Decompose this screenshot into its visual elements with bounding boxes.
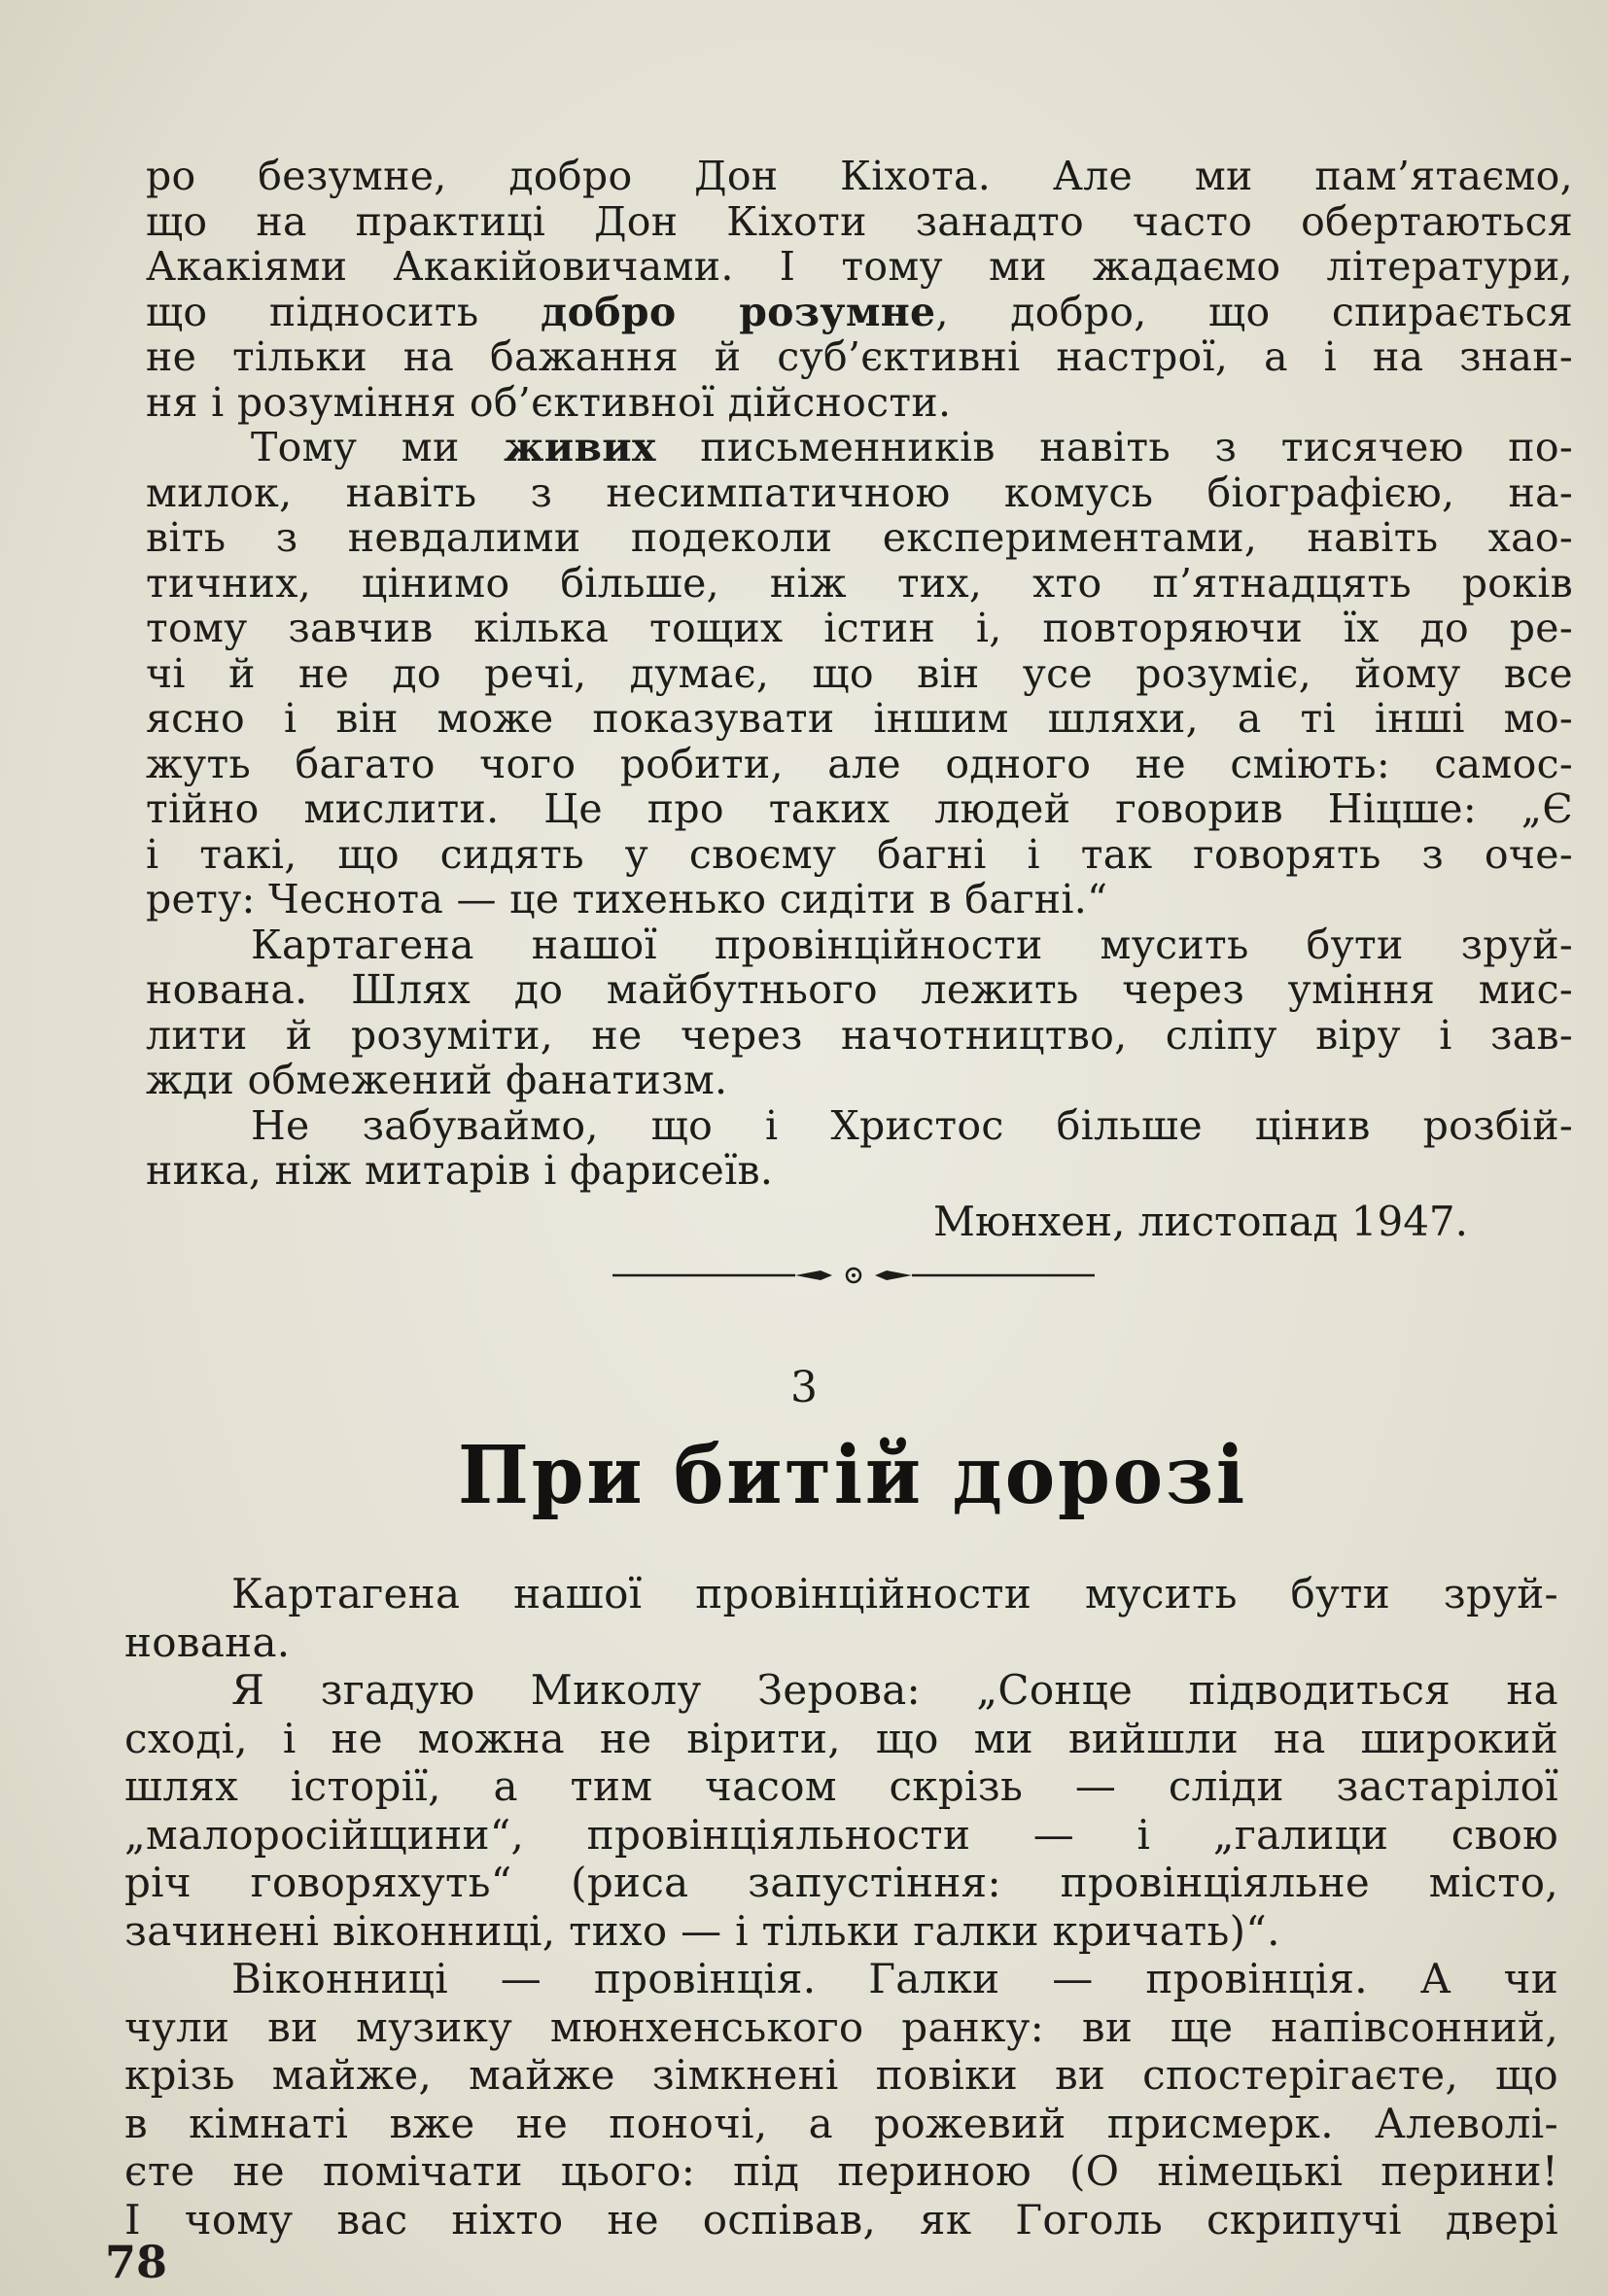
ornamental-divider xyxy=(612,1264,1095,1287)
text-line: не тільки на бажання й суб’єктивні настрої, а і на знан- xyxy=(146,333,1573,380)
text-line: Тому ми живих письменників навіть з тисячею по- xyxy=(251,424,1573,470)
text-line: Я згадую Миколу Зерова: „Сонце підводиться на xyxy=(231,1666,1558,1714)
place-date-signature: Мюнхен, листопад 1947. xyxy=(933,1198,1468,1245)
text-line: Картагена нашої провінційности мусить бути зруй- xyxy=(251,921,1573,968)
text-line: нована. Шлях до майбутнього лежить через уміння мис- xyxy=(146,966,1573,1013)
text-line: віть з невдалими подеколи експериментами, навіть хао- xyxy=(146,514,1573,561)
text-line: тичних, цінимо більше, ніж тих, хто п’ятнадцять років xyxy=(146,559,1573,607)
text-line: крізь майже, майже зімкнені повіки ви спостерігаєте, що xyxy=(124,2051,1558,2099)
text-line: Віконниці — провінція. Галки — провінція. А чи xyxy=(231,1955,1558,2002)
text-line: ника, ніж митарів і фарисеїв. xyxy=(146,1147,774,1194)
text-line: сході, і не можна не вірити, що ми вийшли на широкий xyxy=(124,1714,1558,1762)
text-line: в кімнаті вже не поночі, а рожевий присмерк. Алеволі- xyxy=(124,2099,1558,2147)
text-line: що підносить добро розумне, добро, що спирається xyxy=(146,288,1573,335)
text-line: чули ви музику мюнхенського ранку: ви ще напівсонний, xyxy=(124,2002,1558,2051)
section-body-text xyxy=(124,1570,1558,2244)
text-line: рету: Чеснота — це тихенько сидіти в багні.“ xyxy=(146,876,1108,922)
text-line: єте не помічати цього: під периною (О німецькі перини! xyxy=(124,2147,1558,2195)
text-line: І чому вас ніхто не оспівав, як Гоголь скрипучі двері xyxy=(124,2195,1558,2244)
text-line: чі й не до речі, думає, що він усе розуміє, йому все xyxy=(146,649,1573,697)
text-line: річ говоряхуть“ (риса запустіння: провінціяльне місто, xyxy=(124,1859,1558,1906)
text-line: жуть багато чого робити, але одного не сміють: самос- xyxy=(146,740,1573,787)
section-title: При битій дорозі xyxy=(457,1429,1248,1522)
text-line: що на практиці Дон Кіхоти занадто часто обертаються xyxy=(146,197,1573,245)
text-line: Картагена нашої провінційности мусить бути зруй- xyxy=(231,1570,1558,1618)
emphasis-text: добро розумне xyxy=(540,288,936,335)
text-line: жди обмежений фанатизм. xyxy=(146,1057,728,1103)
text-line: лити й розуміти, не через начотництво, сліпу віру і зав- xyxy=(146,1011,1573,1059)
text-line: і такі, що сидять у своєму багні і так говорять з оче- xyxy=(146,830,1573,878)
text-line: ро безумне, добро Дон Кіхота. Але ми пам’ятаємо, xyxy=(146,153,1573,199)
text-line: нована. xyxy=(124,1618,291,1666)
text-line: милок, навіть з несимпатичною комусь біографією, на- xyxy=(146,469,1573,516)
page-number: 78 xyxy=(105,2236,168,2288)
text-line: ясно і він може показувати іншим шляхи, а ті інші мо- xyxy=(146,695,1573,742)
text-line: „малоросійщини“, провінціяльности — і „галици свою xyxy=(124,1810,1558,1859)
text-line: шлях історії, а тим часом скрізь — сліди застарілої xyxy=(124,1762,1558,1810)
section-number: 3 xyxy=(790,1363,818,1412)
text-line: зачинені віконниці, тихо — і тільки галки кричать)“. xyxy=(124,1906,1280,1955)
emphasis-text: живих xyxy=(504,424,656,470)
text-line: Не забуваймо, що і Христос більше цінив розбій- xyxy=(251,1101,1573,1149)
text-line: ня і розуміння об’єктивної дійсности. xyxy=(146,378,952,426)
text-line: Акакіями Акакійовичами. І тому ми жадаємо літератури, xyxy=(146,243,1573,290)
text-line: тому завчив кілька тощих істин і, повторяючи їх до ре- xyxy=(146,605,1573,651)
text-line: тійно мислити. Це про таких людей говорив Ніцше: „Є xyxy=(146,785,1573,832)
essay-ending-text xyxy=(146,154,1573,1194)
